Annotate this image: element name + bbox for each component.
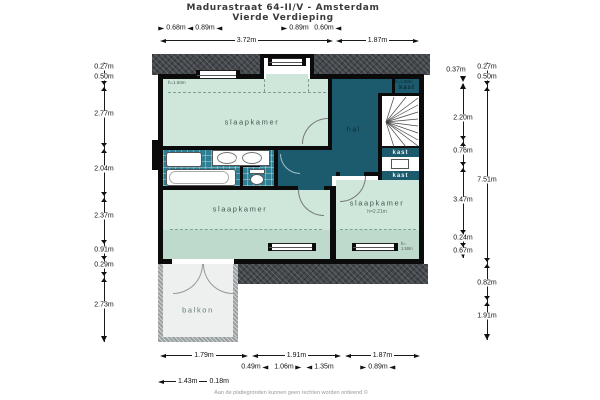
dim-right-outer-3: 7.51m	[477, 176, 497, 184]
closet-top-right-height-note: h=1.50m	[395, 79, 413, 84]
dim-bottom-small: 1.43m 0.18m	[158, 377, 268, 386]
page-title: Madurastraat 64-II/V - Amsterdam	[186, 3, 380, 13]
dim-arrow-icon	[217, 26, 223, 30]
closet-bottom-label: kast	[392, 172, 409, 179]
wall	[274, 146, 278, 190]
toilet-bowl	[250, 174, 264, 185]
dim-bottom-main-2: 1.91m	[252, 351, 341, 360]
window	[268, 243, 316, 251]
bedroom-right-height-note: h=2.21m	[367, 209, 387, 215]
hall-label: hal	[346, 126, 362, 134]
dormer-window	[268, 58, 306, 66]
slope-dash-line	[170, 229, 322, 230]
roof-hatch-bottom	[238, 264, 428, 284]
dim-arrow-icon	[101, 336, 107, 342]
balcony-wall	[233, 264, 238, 342]
dim-arrow-icon	[413, 39, 419, 43]
dim-left-7: 0.29m	[94, 261, 114, 269]
slope-dash-line	[308, 79, 309, 92]
dim-right-outer-4: 0.82m	[477, 279, 497, 287]
shower-tray	[166, 152, 202, 167]
wall	[330, 186, 336, 264]
dim-right-outer-2: 0.50m	[477, 73, 497, 81]
dim-top-small-4: 0.60m	[312, 25, 341, 32]
dim-left-4: 2.04m	[94, 165, 114, 173]
bedroom-right-label: slaapkamer	[349, 198, 405, 208]
hall-corridor	[332, 93, 378, 176]
dim-bottom-main-3: 1.87m	[345, 351, 420, 360]
dim-bottom-mid-1: 0.49m	[239, 364, 268, 371]
chimney-wall	[152, 140, 163, 170]
dim-arrow-icon	[414, 354, 420, 358]
dim-left-8: 2.73m	[94, 301, 114, 309]
dim-arrow-icon	[327, 39, 333, 43]
dim-right-inner-4: 3.47m	[453, 196, 473, 204]
bathroom-height-note: h=2.14m	[223, 156, 241, 162]
dim-top-main-2: 1.87m	[336, 36, 419, 45]
wall	[378, 93, 382, 180]
dim-arrow-icon	[263, 365, 269, 369]
dim-right-inner-2: 2.20m	[453, 114, 473, 122]
dim-left-6: 0.91m	[94, 246, 114, 254]
dim-arrow-icon	[484, 334, 490, 340]
window	[196, 70, 240, 79]
dim-arrow-icon	[335, 354, 341, 358]
dim-arrow-pair-icon	[101, 192, 107, 202]
window	[352, 243, 398, 251]
dim-arrow-pair-icon	[101, 272, 107, 282]
dim-bottom-mid-4: 0.89m	[360, 364, 395, 371]
dim-left-3: 2.77m	[94, 110, 114, 118]
stair-room	[382, 96, 419, 148]
slope-dash-line	[340, 229, 416, 230]
dim-left-5: 2.37m	[94, 212, 114, 220]
dim-right-outer-5: 1.91m	[477, 312, 497, 320]
dim-arrow-icon	[296, 365, 302, 369]
dim-arrow-pair-icon	[101, 143, 107, 153]
boiler	[391, 159, 409, 169]
balcony-wall	[158, 337, 238, 342]
staircase	[382, 96, 419, 148]
bedroom-top-label: slaapkamer	[224, 117, 280, 127]
window-height-note: h= 1.50m	[401, 241, 413, 252]
bedroom-top-height-note: h=1.50m	[168, 80, 186, 85]
dim-top-small-2: 0.89m	[193, 25, 222, 32]
sink	[242, 152, 262, 164]
dim-arrow-icon	[242, 354, 248, 358]
dim-arrow-icon	[460, 83, 466, 89]
dim-bottom-mid-3: 1.35m	[306, 364, 335, 371]
closet-band	[382, 148, 419, 157]
wall	[378, 93, 424, 96]
bathtub-inner	[169, 171, 229, 184]
dim-top-main-1: 3.72m	[160, 36, 333, 45]
dim-left-1: 0.27m	[94, 63, 114, 71]
dim-arrow-pair-icon	[484, 258, 490, 268]
dim-right-inner-6: 0.67m	[453, 247, 473, 255]
dim-arrow-icon	[390, 365, 396, 369]
dim-left-2: 0.50m	[94, 73, 114, 81]
dim-right-inner-5: 0.24m	[453, 234, 473, 242]
slope-dash-line	[264, 79, 265, 92]
dim-top-small-1: 0.68m	[158, 25, 193, 32]
closet-top-right-label: kast	[398, 85, 416, 91]
dim-arrow-pair-icon	[484, 81, 490, 91]
dim-arrow-pair-icon	[484, 296, 490, 306]
closet-mid-label: kast	[392, 149, 409, 156]
dim-arrow-pair-icon	[101, 81, 107, 91]
balcony-wall	[158, 264, 163, 342]
dim-bottom-mid-2: 1.06m	[272, 364, 301, 371]
dim-arrow-icon	[460, 76, 466, 82]
bedroom-left-label: slaapkamer	[212, 204, 268, 214]
dim-arrow-pair-icon	[460, 162, 466, 172]
dimension-line	[104, 63, 105, 342]
closet-band	[382, 171, 419, 180]
dim-top-small-3: 0.89m	[281, 25, 310, 32]
wall	[328, 79, 332, 150]
wall	[240, 164, 243, 186]
balcony-label: balkon	[182, 305, 214, 315]
dim-bottom-main-1: 1.79m	[160, 351, 248, 360]
dim-arrow-pair-icon	[460, 136, 466, 146]
dim-arrow-icon	[336, 26, 342, 30]
dim-right-inner-3: 0.76m	[453, 147, 473, 155]
disclaimer-text: Aan de plattegronden kunnen geen rechten worden ontleend ©	[214, 390, 368, 396]
dim-right-outer-1: 0.27m	[477, 63, 497, 71]
dim-right-inner-1: 0.37m	[446, 66, 466, 74]
slope-dash-line	[168, 92, 326, 93]
dormer-opening	[266, 74, 308, 80]
page-subtitle: Vierde Verdieping	[232, 13, 334, 23]
